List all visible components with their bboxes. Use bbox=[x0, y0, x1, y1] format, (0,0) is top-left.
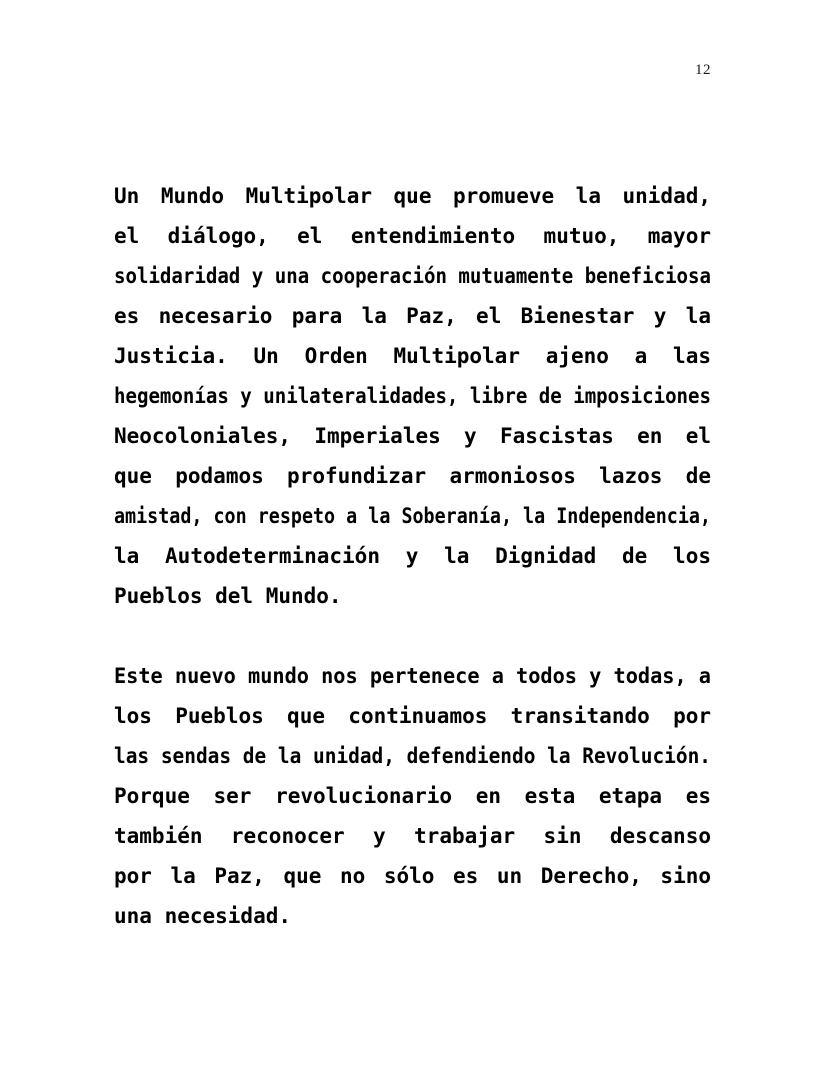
text-line: la Autodeterminación y la Dignidad de los bbox=[114, 544, 711, 568]
paragraph bbox=[114, 176, 711, 616]
body-text bbox=[114, 176, 711, 936]
page-number: 12 bbox=[695, 62, 711, 78]
text-line: Neocoloniales, Imperiales y Fascistas en el bbox=[114, 424, 711, 448]
text-line: que podamos profundizar armoniosos lazos de bbox=[114, 464, 711, 488]
text-line: los Pueblos que continuamos transitando por bbox=[114, 704, 711, 728]
text-line: es necesario para la Paz, el Bienestar y la bbox=[114, 304, 711, 328]
text-line: el diálogo, el entendimiento mutuo, mayor bbox=[114, 224, 711, 248]
text-line: hegemonías y unilateralidades, libre de imposiciones bbox=[114, 384, 711, 408]
text-line: Un Mundo Multipolar que promueve la unidad, bbox=[114, 184, 711, 208]
text-line: Justicia. Un Orden Multipolar ajeno a las bbox=[114, 344, 711, 368]
text-line: Porque ser revolucionario en esta etapa es bbox=[114, 784, 711, 808]
paragraph bbox=[114, 656, 711, 936]
text-line: Pueblos del Mundo. bbox=[114, 584, 342, 608]
text-line: por la Paz, que no sólo es un Derecho, sino bbox=[114, 864, 711, 888]
text-line: también reconocer y trabajar sin descanso bbox=[114, 824, 711, 848]
text-line: solidaridad y una cooperación mutuamente beneficiosa bbox=[114, 264, 711, 288]
text-line: Este nuevo mundo nos pertenece a todos y todas, a bbox=[114, 664, 711, 688]
text-line: una necesidad. bbox=[114, 904, 292, 928]
text-line: amistad, con respeto a la Soberanía, la Independencia, bbox=[114, 504, 711, 528]
text-line: las sendas de la unidad, defendiendo la Revolución. bbox=[114, 744, 711, 768]
